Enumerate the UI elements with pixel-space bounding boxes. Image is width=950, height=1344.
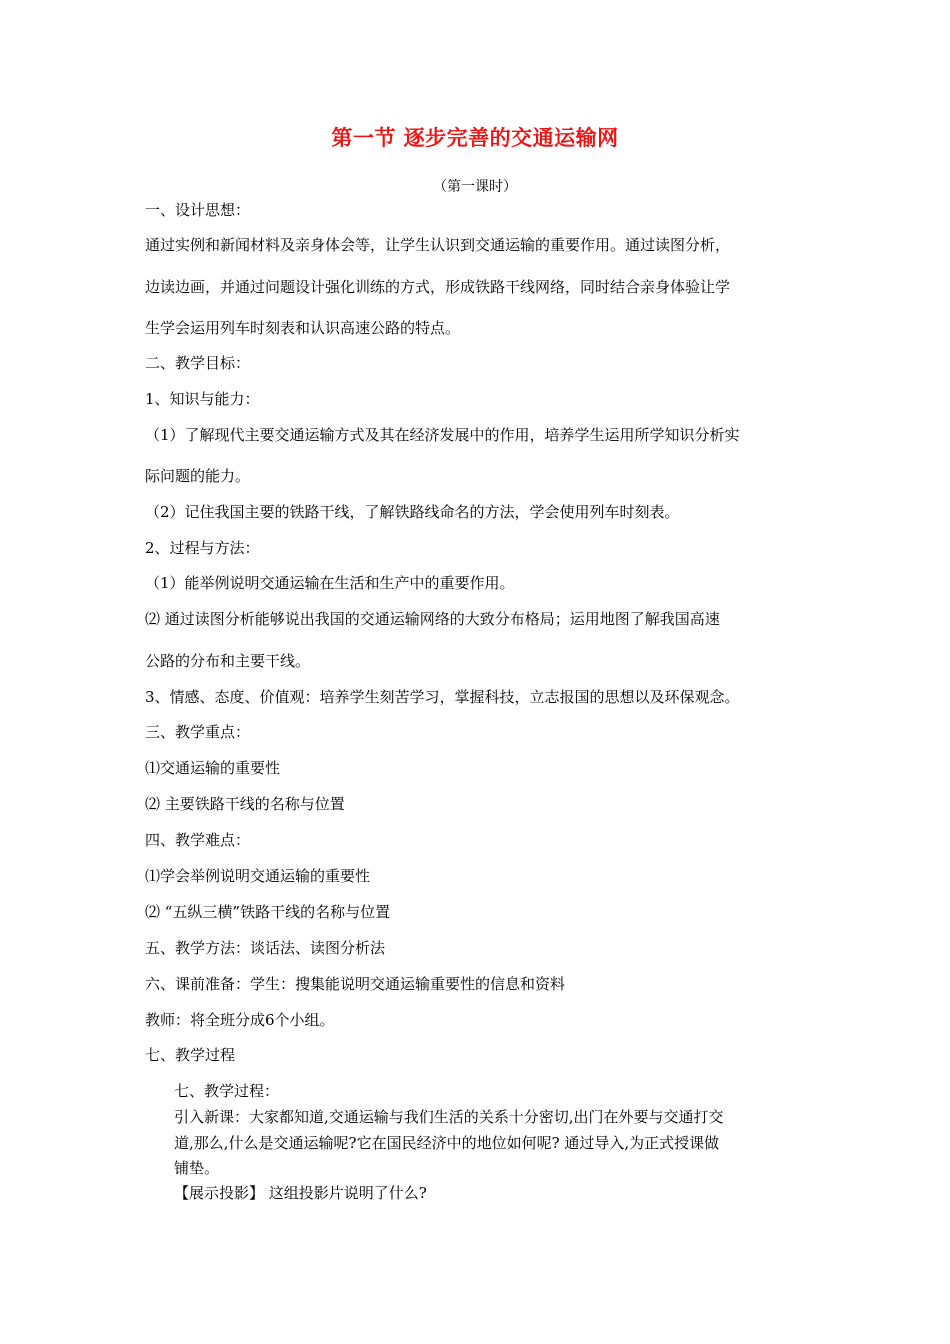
paragraph-line: 际问题的能力。 [145,467,251,485]
process-line: 铺垫。 [174,1159,220,1177]
paragraph-line: （2）记住我国主要的铁路干线，了解铁路线命名的方法，学会使用列车时刻表。 [145,503,680,521]
paragraph-line: 3、情感、态度、价值观：培养学生刻苦学习，掌握科技，立志报国的思想以及环保观念。 [145,688,740,706]
process-line: 引入新课：大家都知道,交通运输与我们生活的关系十分密切,出门在外要与交通打交 [174,1108,724,1126]
section-heading: 四、教学难点： [145,831,251,849]
lesson-period: （第一课时） [433,179,517,195]
subsection-heading: 1、知识与能力： [145,390,260,408]
process-line: 【展示投影】 这组投影片说明了什么? [174,1184,427,1202]
list-item: ⑵ 主要铁路干线的名称与位置 [145,795,345,813]
paragraph-line: 通过实例和新闻材料及亲身体会等，让学生认识到交通运输的重要作用。通过读图分析， [145,236,731,254]
process-heading: 七、教学过程： [174,1082,280,1100]
list-item: ⑴学会举例说明交通运输的重要性 [145,867,371,885]
list-item: ⑴交通运输的重要性 [145,759,281,777]
paragraph-line: ⑵ 通过读图分析能够说出我国的交通运输网络的大致分布格局；运用地图了解我国高速 [145,610,720,628]
paragraph-line: 边读边画，并通过问题设计强化训练的方式，形成铁路干线网络，同时结合亲身体验让学 [145,278,731,296]
section-heading: 五、教学方法：谈话法、读图分析法 [145,939,386,957]
paragraph-line: （1）了解现代主要交通运输方式及其在经济发展中的作用，培养学生运用所学知识分析实 [145,426,740,444]
paragraph-line: 生学会运用列车时刻表和认识高速公路的特点。 [145,319,461,337]
section-heading: 三、教学重点： [145,723,251,741]
section-heading: 七、教学过程 [145,1046,236,1064]
list-item: ⑵ “五纵三横”铁路干线的名称与位置 [145,903,391,921]
process-line: 道,那么,什么是交通运输呢?它在国民经济中的地位如何呢? 通过导入,为正式授课做 [174,1134,720,1152]
paragraph-line: 教师：将全班分成6个小组。 [145,1011,335,1029]
paragraph-line: （1）能举例说明交通运输在生活和生产中的重要作用。 [145,574,515,592]
subsection-heading: 2、过程与方法： [145,539,260,557]
paragraph-line: 公路的分布和主要干线。 [145,652,311,670]
section-heading: 一、设计思想： [145,201,251,219]
document-title: 第一节 逐步完善的交通运输网 [331,125,619,150]
section-heading: 六、课前准备：学生：搜集能说明交通运输重要性的信息和资料 [145,975,566,993]
section-heading: 二、教学目标： [145,354,251,372]
